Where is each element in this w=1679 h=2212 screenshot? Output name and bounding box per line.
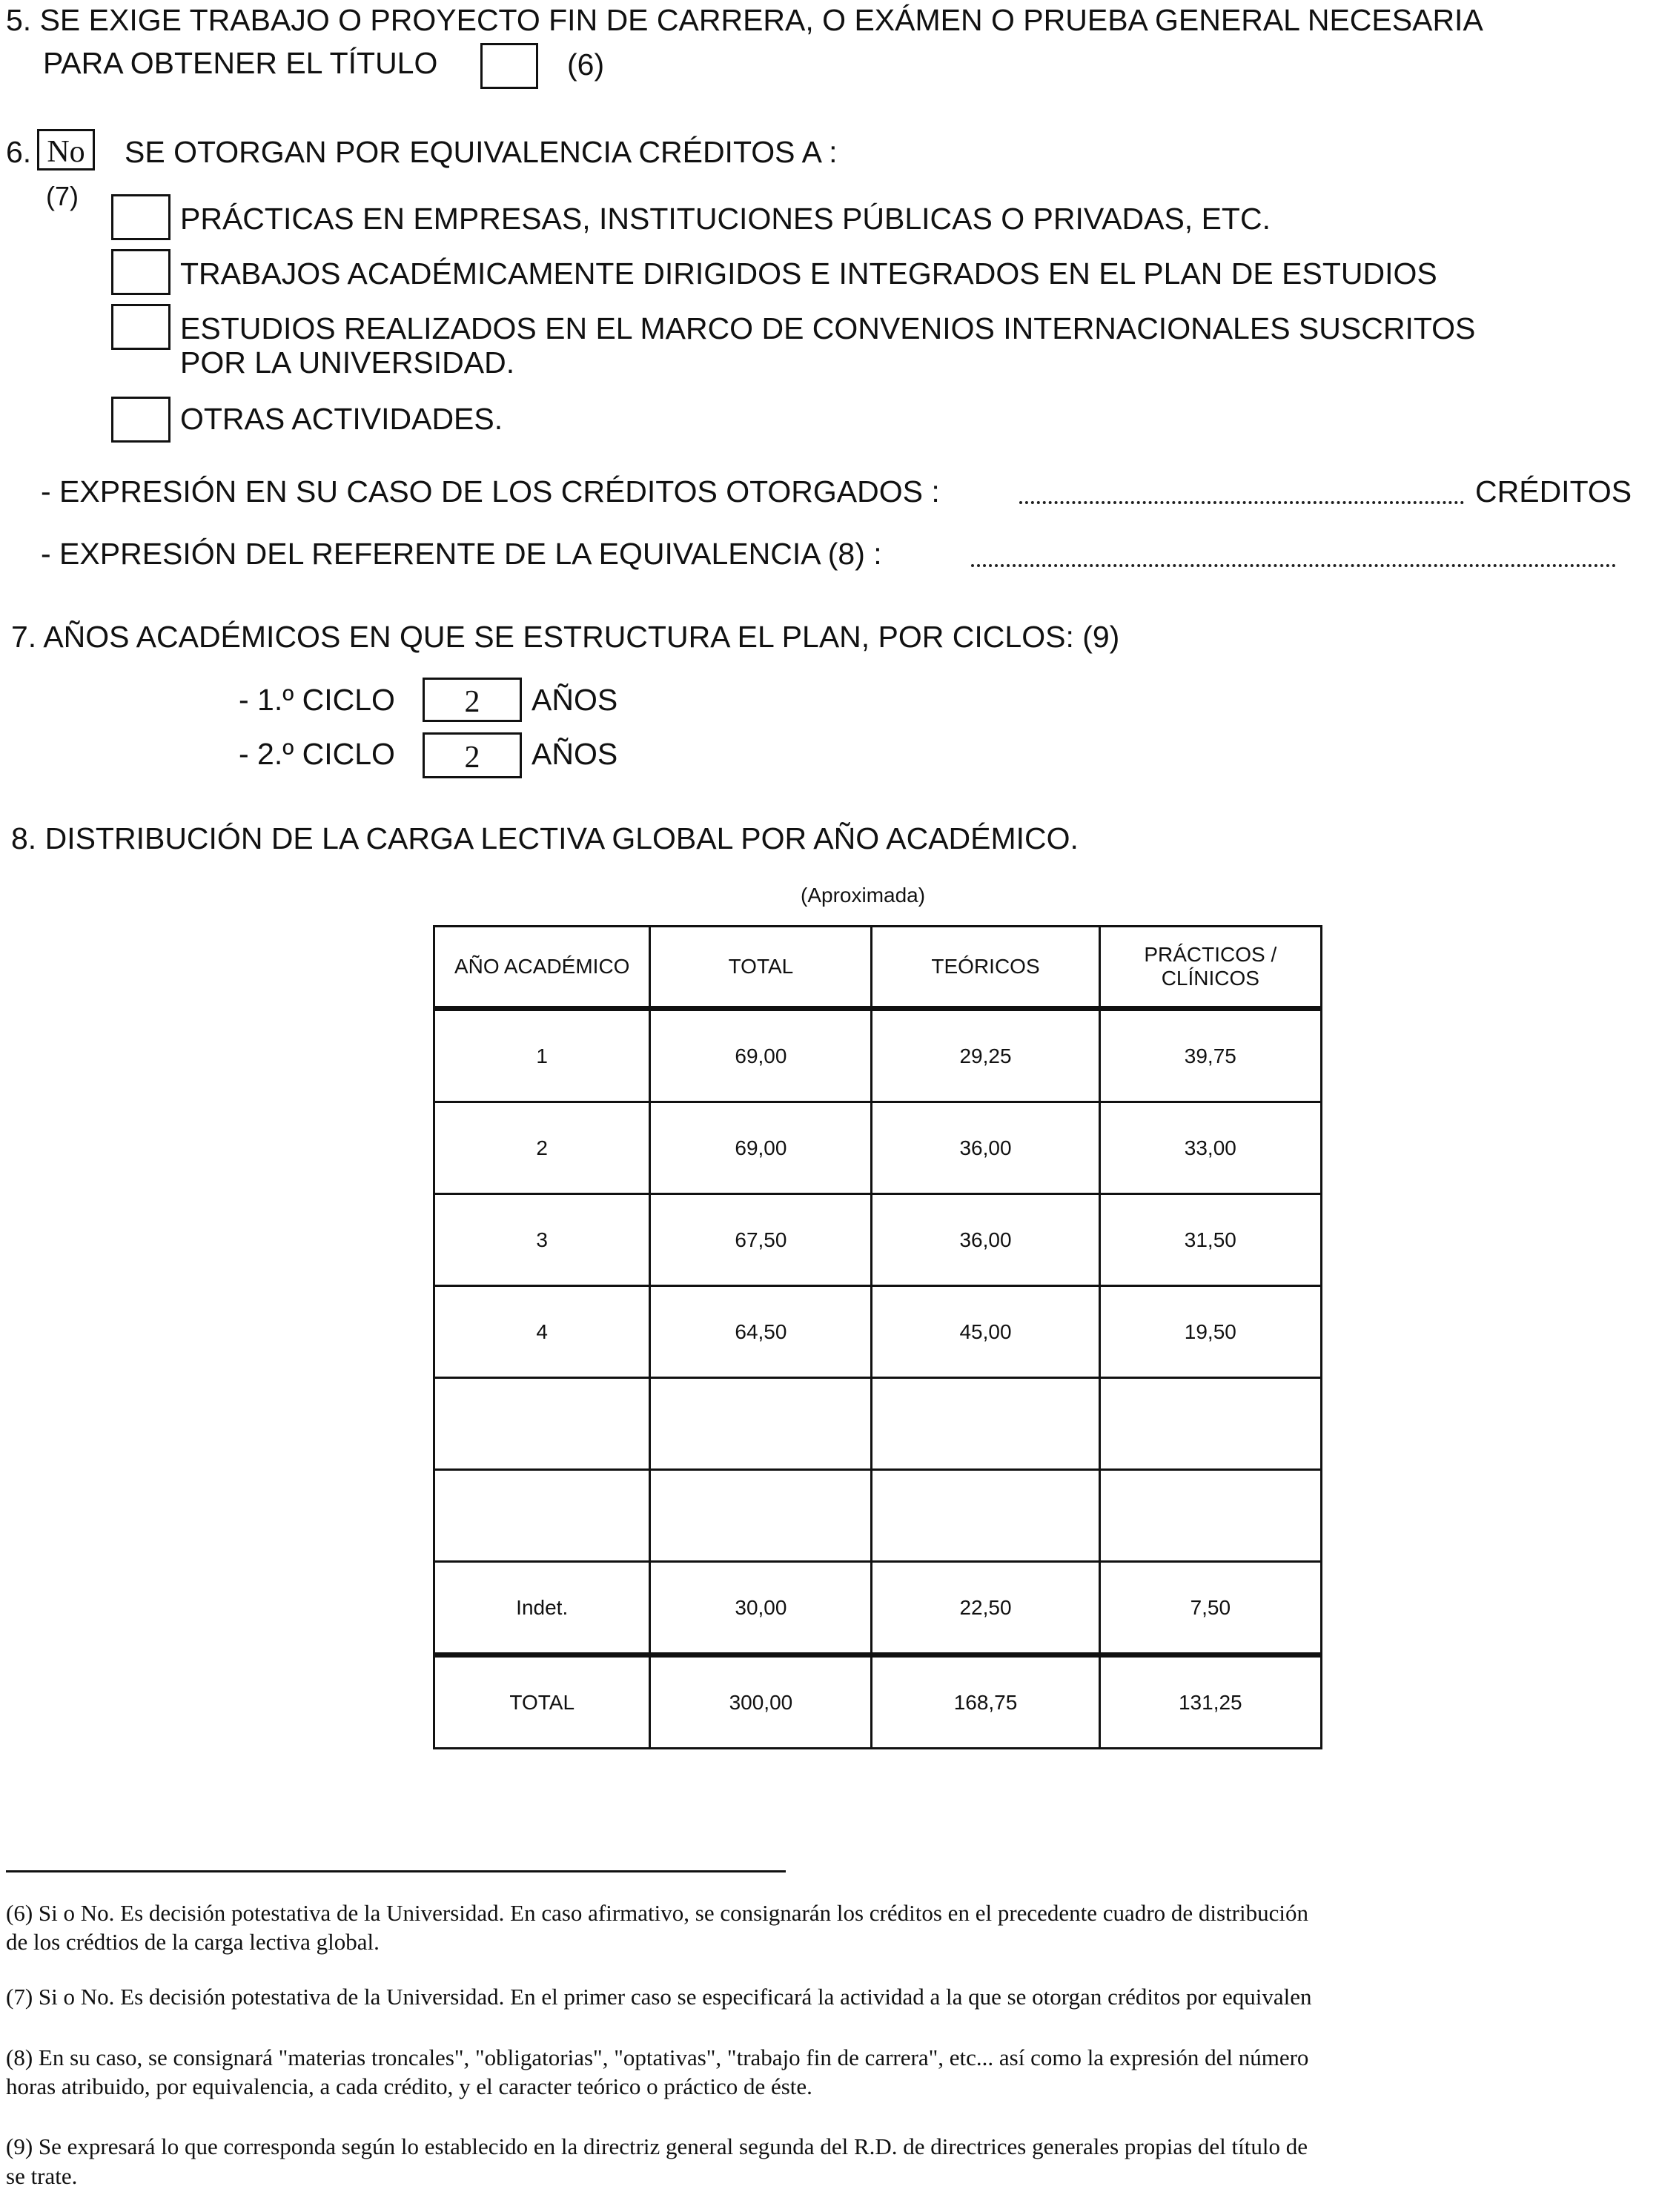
carga-lectiva-table xyxy=(433,925,1322,1749)
ciclo2-unit: AÑOS xyxy=(531,737,618,771)
cell-teoricos xyxy=(872,1470,1099,1562)
footnote-8-line1: (8) En su caso, se consignará "materias troncales", "obligatorias", "optativas", "trabajo fin de carrera", etc... así como la expresión del número xyxy=(6,2044,1309,2070)
header-total: TOTAL xyxy=(650,927,872,1009)
header-practicos-l2: CLÍNICOS xyxy=(1161,967,1259,990)
table-row xyxy=(434,1562,1322,1655)
header-ano: AÑO ACADÉMICO xyxy=(434,927,650,1009)
table-row xyxy=(434,1470,1322,1562)
section8-title: 8. DISTRIBUCIÓN DE LA CARGA LECTIVA GLOBAL POR AÑO ACADÉMICO. xyxy=(11,821,1079,855)
creditos-unit: CRÉDITOS xyxy=(1475,474,1632,509)
table-row xyxy=(434,1102,1322,1194)
cell-ano xyxy=(434,1378,650,1470)
cell-ano: 3 xyxy=(434,1194,650,1286)
section6-note: (7) xyxy=(46,181,79,211)
trabajo-fin-carrera-box[interactable] xyxy=(480,43,538,89)
cell-practicos: 33,00 xyxy=(1099,1102,1321,1194)
option-convenios: ESTUDIOS REALIZADOS EN EL MARCO DE CONVENIOS INTERNACIONALES SUSCRITOS xyxy=(180,311,1476,345)
option-trabajos: TRABAJOS ACADÉMICAMENTE DIRIGIDOS E INTEGRADOS EN EL PLAN DE ESTUDIOS xyxy=(180,256,1437,291)
option-practicas: PRÁCTICAS EN EMPRESAS, INSTITUCIONES PÚBLICAS O PRIVADAS, ETC. xyxy=(180,202,1271,236)
option-otras: OTRAS ACTIVIDADES. xyxy=(180,402,503,436)
cell-teoricos: 36,00 xyxy=(872,1102,1099,1194)
footnote-6-line2: de los crédtios de la carga lectiva global. xyxy=(6,1929,380,1955)
table-row xyxy=(434,1009,1322,1102)
ciclo1-label: - 1.º CICLO xyxy=(239,683,395,717)
cell-practicos: 7,50 xyxy=(1099,1562,1321,1655)
table-row xyxy=(434,1194,1322,1286)
ciclo1-unit: AÑOS xyxy=(531,683,618,717)
section6-prefix: 6. xyxy=(6,135,32,169)
footnote-8-line2: horas atribuido, por equivalencia, a cada crédito, y el caracter teórico o práctico de éste. xyxy=(6,2073,812,2099)
table-row xyxy=(434,1378,1322,1470)
cell-ano: 2 xyxy=(434,1102,650,1194)
cell-teoricos: 36,00 xyxy=(872,1194,1099,1286)
ciclo2-label: - 2.º CICLO xyxy=(239,737,395,771)
cell-teoricos: 29,25 xyxy=(872,1009,1099,1102)
footnote-6-line1: (6) Si o No. Es decisión potestativa de la Universidad. En caso afirmativo, se consignarán los créditos en el precedente cuadro de distribución xyxy=(6,1900,1308,1926)
trabajos-dirigidos-checkbox[interactable] xyxy=(111,249,170,295)
cell-total: 69,00 xyxy=(650,1009,872,1102)
section8-subtitle: (Aproximada) xyxy=(801,884,926,907)
cell-total xyxy=(650,1470,872,1562)
table-total-row xyxy=(434,1655,1322,1749)
ciclo2-years-box[interactable]: 2 xyxy=(423,732,522,778)
footnote-7: (7) Si o No. Es decisión potestativa de la Universidad. En el primer caso se especificará la actividad a la que se otorgan créditos por equivalen xyxy=(6,1984,1312,2010)
section5-line2: PARA OBTENER EL TÍTULO xyxy=(43,46,438,80)
footnote-9-line1: (9) Se expresará lo que corresponda según lo establecido en la directriz general segunda del R.D. de directrices generales propias del título de xyxy=(6,2133,1308,2159)
section6-title: SE OTORGAN POR EQUIVALENCIA CRÉDITOS A : xyxy=(125,135,838,169)
ciclo1-years-box[interactable]: 2 xyxy=(423,678,522,722)
practicas-checkbox[interactable] xyxy=(111,194,170,240)
referente-field[interactable] xyxy=(971,564,1616,567)
creditos-label: - EXPRESIÓN EN SU CASO DE LOS CRÉDITOS OTORGADOS : xyxy=(41,474,940,509)
total-teoricos: 168,75 xyxy=(872,1655,1099,1749)
option-convenios-cont: POR LA UNIVERSIDAD. xyxy=(180,345,515,380)
equivalencia-box[interactable]: No xyxy=(37,129,95,170)
section5-line1: 5. SE EXIGE TRABAJO O PROYECTO FIN DE CARRERA, O EXÁMEN O PRUEBA GENERAL NECESARIA xyxy=(6,3,1483,37)
cell-practicos xyxy=(1099,1470,1321,1562)
section5-note: (6) xyxy=(567,47,605,82)
cell-ano: 1 xyxy=(434,1009,650,1102)
cell-total: 30,00 xyxy=(650,1562,872,1655)
otras-actividades-checkbox[interactable] xyxy=(111,397,170,443)
total-practicos: 131,25 xyxy=(1099,1655,1321,1749)
cell-teoricos xyxy=(872,1378,1099,1470)
table-header-row xyxy=(434,927,1322,1009)
header-teoricos: TEÓRICOS xyxy=(872,927,1099,1009)
table-row xyxy=(434,1286,1322,1378)
cell-teoricos: 45,00 xyxy=(872,1286,1099,1378)
total-total: 300,00 xyxy=(650,1655,872,1749)
cell-ano xyxy=(434,1470,650,1562)
header-practicos-l1: PRÁCTICOS / xyxy=(1144,943,1277,966)
cell-practicos: 31,50 xyxy=(1099,1194,1321,1286)
total-label: TOTAL xyxy=(434,1655,650,1749)
cell-total: 67,50 xyxy=(650,1194,872,1286)
cell-teoricos: 22,50 xyxy=(872,1562,1099,1655)
cell-practicos: 19,50 xyxy=(1099,1286,1321,1378)
cell-total: 64,50 xyxy=(650,1286,872,1378)
cell-total xyxy=(650,1378,872,1470)
referente-label: - EXPRESIÓN DEL REFERENTE DE LA EQUIVALENCIA (8) : xyxy=(41,537,882,571)
cell-ano: Indet. xyxy=(434,1562,650,1655)
creditos-field[interactable] xyxy=(1019,501,1464,504)
section7-title: 7. AÑOS ACADÉMICOS EN QUE SE ESTRUCTURA EL PLAN, POR CICLOS: (9) xyxy=(11,620,1120,654)
header-practicos xyxy=(1099,927,1321,1009)
footnote-divider xyxy=(6,1870,786,1872)
cell-total: 69,00 xyxy=(650,1102,872,1194)
cell-practicos: 39,75 xyxy=(1099,1009,1321,1102)
footnote-9-line2: se trate. xyxy=(6,2163,78,2189)
cell-ano: 4 xyxy=(434,1286,650,1378)
cell-practicos xyxy=(1099,1378,1321,1470)
convenios-checkbox[interactable] xyxy=(111,304,170,350)
